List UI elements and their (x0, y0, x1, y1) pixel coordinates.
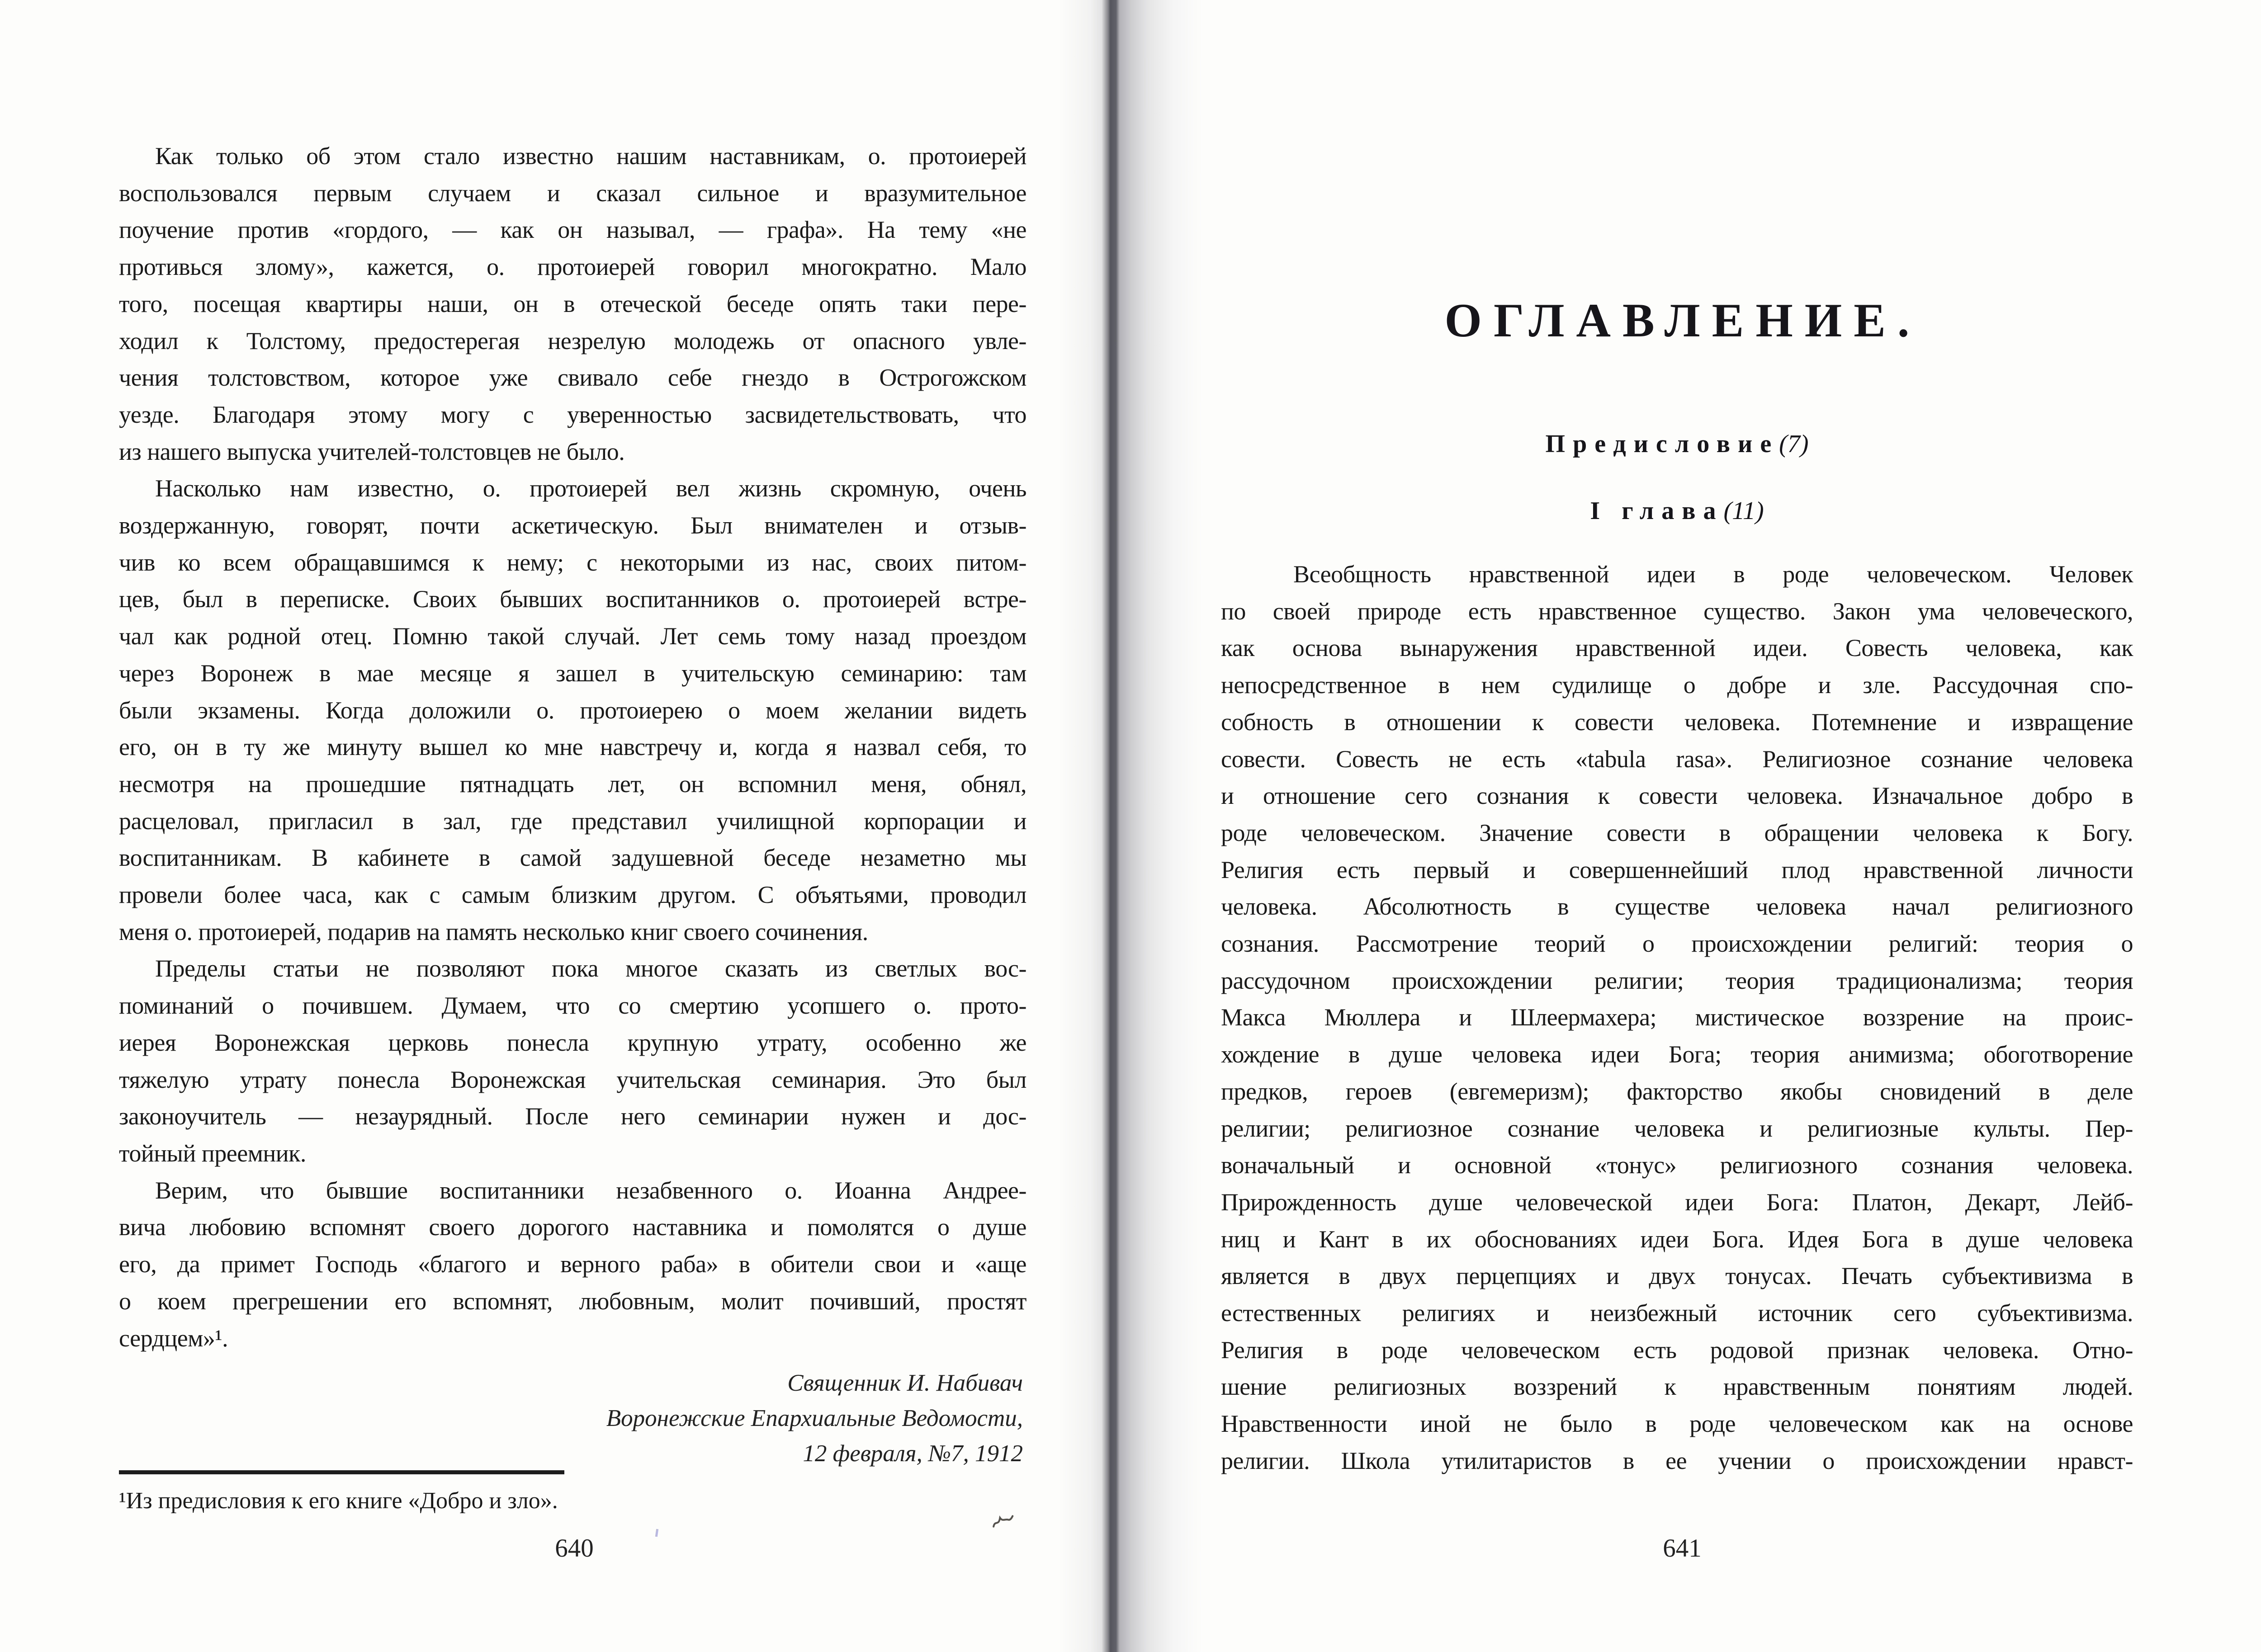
text-line: его, да примет Господь «благого и верного раба» в обители свои и «аще (119, 1251, 1026, 1278)
text-line: шение религиозных воззрений к нравственным понятиям людей. (1221, 1373, 2133, 1401)
text-line: естественных религиях и неизбежный источник сего субъективизма. (1221, 1299, 2133, 1327)
paragraph (119, 1172, 1026, 1357)
text-line: о коем прегрешении его вспомнят, любовным, молит почивший, простят (119, 1287, 1026, 1315)
toc-entry-preface-label: Предисловие (1545, 430, 1779, 458)
text-line: является в двух перцепциях и двух тонусах. Печать субъективизма в (1221, 1262, 2133, 1290)
text-line: непосредственное в нем судилище о добре и зле. Рассудочная спо- (1221, 671, 2133, 699)
text-line: тяжелую утрату понесла Воронежская учительская семинария. Это был (119, 1066, 1026, 1093)
text-line: религии. Школа утилитаристов в ее учении о происхождении нравст- (1221, 1447, 2133, 1474)
signature-block (407, 1365, 1023, 1471)
text-line: воначальный и основной «тонус» религиозного сознания человека. (1221, 1152, 2133, 1179)
text-line: и отношение сего сознания к совести человека. Изначальное добро в (1221, 782, 2133, 810)
text-line: вича любовию вспомнят своего дорогого наставника и помолятся о душе (119, 1213, 1026, 1241)
text-line: поучение против «гордого, — как он называл, — графа». На тему «не (119, 216, 1026, 244)
text-line: из нашего выпуска учителей-толстовцев не было. (119, 438, 625, 465)
paragraph (119, 470, 1026, 950)
text-line: чал как родной отец. Помню такой случай. Лет семь тому назад проездом (119, 623, 1026, 650)
toc-entry-preface (1221, 430, 2133, 458)
pen-mark-artifact (990, 1511, 1016, 1530)
text-line: несмотря на прошедшие пятнадцать лет, он вспомнил меня, обнял, (119, 770, 1026, 798)
text-line: Макса Мюллера и Шлеермахера; мистическое воззрение на проис- (1221, 1004, 2133, 1031)
text-line: расцеловал, пригласил в зал, где представил училищной корпорации и (119, 807, 1026, 835)
text-line: воспользовался первым случаем и сказал сильное и вразумительное (119, 179, 1026, 207)
text-line: того, посещая квартиры наши, он в отеческой беседе опять таки пере- (119, 290, 1026, 317)
toc-entry-chapter1-page-ref: (11) (1723, 497, 1764, 525)
footnote-divider (119, 1470, 564, 1474)
text-line: уезде. Благодаря этому могу с уверенностью засвидетельствовать, что (119, 401, 1026, 428)
text-line: были экзамены. Когда доложили о. протоиерею о моем желании видеть (119, 696, 1026, 724)
text-line: сердцем»¹. (119, 1324, 228, 1352)
text-line: роде человеческом. Значение совести в обращении человека к Богу. (1221, 819, 2133, 846)
toc-entry-chapter1-label: I глава (1590, 497, 1724, 525)
signature-source: Воронежские Епархиальные Ведомости, (606, 1405, 1023, 1431)
chapter-summary-text (1221, 556, 2133, 1480)
signature-author: Священник И. Набивач (787, 1370, 1023, 1396)
text-line: цев, был в переписке. Своих бывших воспитанников о. протоиерей встре- (119, 585, 1026, 613)
text-line: сознания. Рассмотрение теорий о происхождении религий: теория о (1221, 930, 2133, 958)
text-line: Верим, что бывшие воспитанники незабвенного о. Иоанна Андрее- (155, 1176, 1026, 1204)
text-line: воспитанникам. В кабинете в самой задушевной беседе незаметно мы (119, 844, 1026, 872)
text-line: иерея Воронежская церковь понесла крупную утрату, особенно же (119, 1029, 1026, 1056)
signature-date: 12 февраля, №7, 1912 (803, 1440, 1023, 1467)
left-page-text (119, 138, 1026, 1357)
text-line: тойный преемник. (119, 1139, 306, 1167)
toc-entry-chapter1 (1221, 496, 2133, 525)
text-line: совести. Совесть не есть «tabula rasa». Религиозное сознание человека (1221, 745, 2133, 773)
text-line: предков, героев (евгемеризм); факторство якобы сновидений в деле (1221, 1077, 2133, 1105)
text-line: законоучитель — незаурядный. После него семинарии нужен и дос- (119, 1103, 1026, 1130)
footnote-text: ¹Из предисловия к его книге «Добро и зло». (119, 1488, 558, 1514)
text-line: воздержанную, говорят, почти аскетическую. Был внимателен и отзыв- (119, 512, 1026, 539)
text-line: как основа вынаружения нравственной идеи. Совесть человека, как (1221, 634, 2133, 662)
text-line: его, он в ту же минуту вышел ко мне навстречу и, когда я назвал себя, то (119, 733, 1026, 761)
text-line: провели более часа, как с самым близким другом. С объятьями, проводил (119, 881, 1026, 909)
text-line: религии; религиозное сознание человека и религиозные культы. Пер- (1221, 1114, 2133, 1142)
text-line: Насколько нам известно, о. протоиерей вел жизнь скромную, очень (155, 475, 1026, 502)
text-line: Всеобщность нравственной идеи в роде человеческом. Человек (1293, 561, 2133, 588)
text-line: Как только об этом стало известно нашим наставникам, о. протоиерей (155, 142, 1026, 170)
text-line: Религия есть первый и совершеннейший плод нравственной личности (1221, 856, 2133, 883)
page-number-right: 641 (1663, 1534, 1702, 1562)
text-line: меня о. протоиерей, подарив на память несколько книг своего сочинения. (119, 918, 868, 945)
text-line: Прирожденность душе человеческой идеи Бога: Платон, Декарт, Лейб- (1221, 1188, 2133, 1216)
text-line: по своей природе есть нравственное существо. Закон ума человеческого, (1221, 597, 2133, 625)
text-line: собность в отношении к совести человека. Потемнение и извращение (1221, 708, 2133, 736)
text-line: противься злому», кажется, о. протоиерей говорил многократно. Мало (119, 253, 1026, 281)
toc-title: ОГЛАВЛЕНИЕ. (1444, 294, 1921, 347)
text-line: человека. Абсолютность в существе человека начал религиозного (1221, 893, 2133, 920)
text-line: хождение в душе человека идеи Бога; теория анимизма; обоготворение (1221, 1041, 2133, 1068)
toc-entry-preface-page-ref: (7) (1779, 430, 1809, 458)
text-line: Нравственности иной не было в роде человеческом как на основе (1221, 1410, 2133, 1438)
book-gutter-shadow (1058, 0, 1203, 1652)
text-line: Религия в роде человеческом есть родовой признак человека. Отно- (1221, 1336, 2133, 1364)
text-line: чив ко всем обращавшимся к нему; с некоторыми из нас, своих питом- (119, 548, 1026, 576)
text-line: Пределы статьи не позволяют пока многое сказать из светлых вос- (155, 955, 1026, 982)
paragraph (119, 950, 1026, 1172)
text-line: чения толстовством, которое уже свивало себе гнездо в Острогожском (119, 364, 1026, 392)
text-line: ниц и Кант в их обоснованиях идеи Бога. Идея Бога в душе человека (1221, 1225, 2133, 1253)
text-line: рассудочном происхождении религии; теория традиционализма; теория (1221, 967, 2133, 994)
ink-tick-artifact (655, 1529, 658, 1537)
paragraph (119, 138, 1026, 470)
page-number-left: 640 (555, 1534, 594, 1562)
text-line: ходил к Толстому, предостерегая незрелую молодежь от опасного увле- (119, 327, 1026, 354)
text-line: поминаний о почившем. Думаем, что со смертию усопшего о. прото- (119, 992, 1026, 1020)
text-line: через Воронеж в мае месяце я зашел в учительскую семинарию: там (119, 659, 1026, 687)
